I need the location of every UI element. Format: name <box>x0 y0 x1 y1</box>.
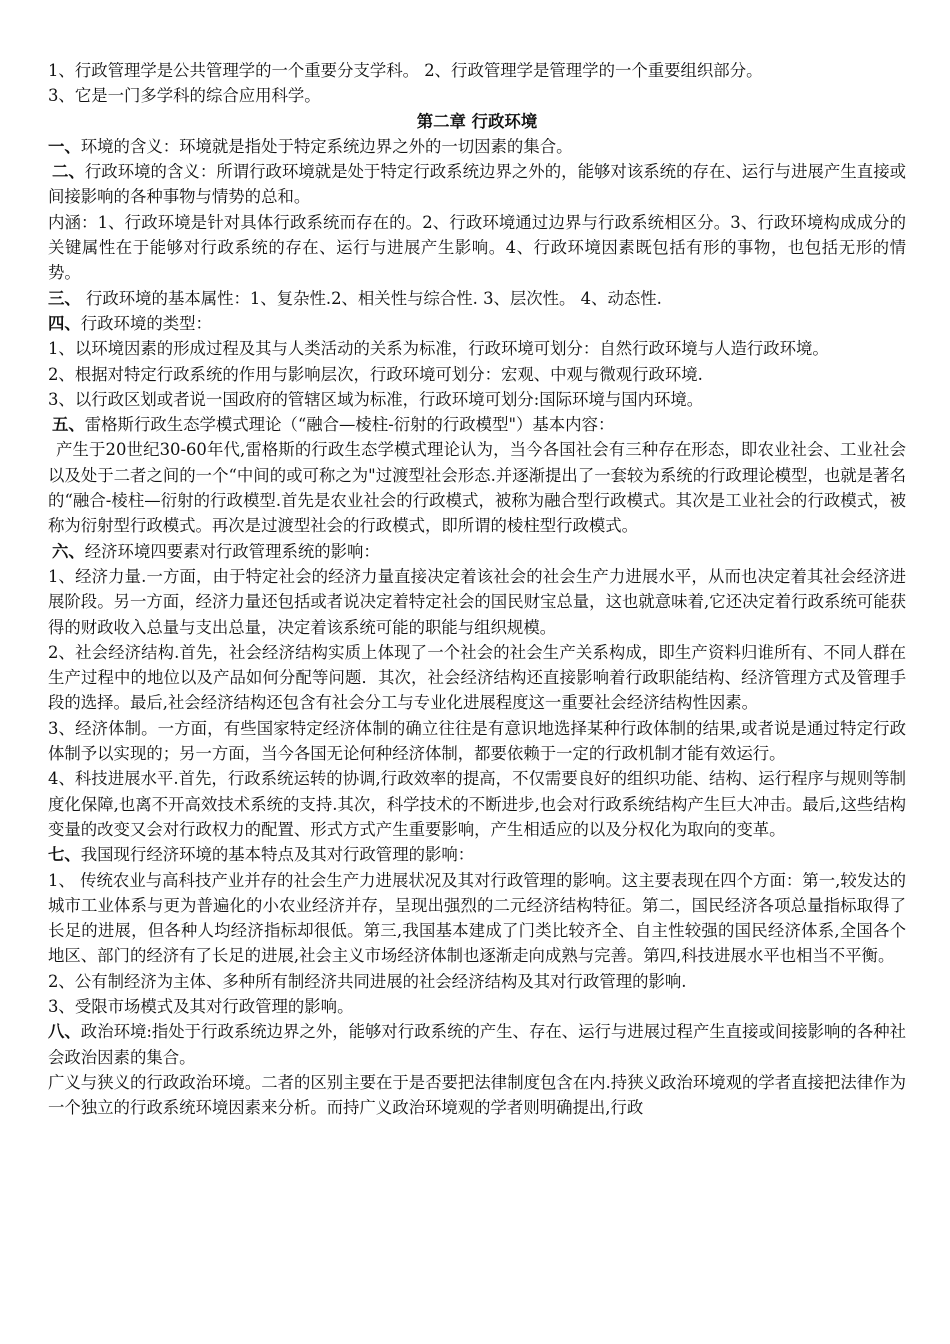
paragraph <box>48 336 906 361</box>
paragraph-text: 3、经济体制。一方面，有些国家特定经济体制的确立往往是有意识地选择某种行政体制的结果,或者说是通过特定行政体制予以实现的；另一方面，当今各国无论何种经济体制，都要依赖于一定的行政机制才能有效运行。 <box>48 718 906 764</box>
paragraph <box>48 58 906 83</box>
paragraph <box>48 362 906 387</box>
section-paragraph <box>48 134 906 159</box>
paragraph-text: 我国现行经济环境的基本特点及其对行政管理的影响： <box>80 845 475 865</box>
section-heading: 一、 <box>48 136 81 156</box>
section-heading: 八、 <box>48 1022 81 1042</box>
paragraph-text: 3、以行政区划或者说一国政府的管辖区域为标准，行政环境可划分:国际环境与国内环境。 <box>48 389 704 409</box>
paragraph-text: 1、行政管理学是公共管理学的一个重要分支学科。 2、行政管理学是管理学的一个重要组织部分。 <box>48 61 763 80</box>
paragraph <box>48 1070 906 1121</box>
section-heading: 二、 <box>52 162 85 182</box>
paragraph-text: 行政环境的含义：所谓行政环境就是处于特定行政系统边界之外的，能够对该系统的存在、运行与进展产生直接或间接影响的各种事物与情势的总和。 <box>48 162 907 207</box>
paragraph <box>48 437 906 538</box>
paragraph <box>48 716 906 767</box>
paragraph-text: 雷格斯行政生态学模式理论（“融合—棱柱-衍射的行政模型"）基本内容： <box>84 415 615 435</box>
paragraph-text: 内涵：1、行政环境是针对具体行政系统而存在的。2、行政环境通过边界与行政系统相区分。3、行政环境构成成分的关键属性在于能够对行政系统的存在、运行与进展产生影响。4、行政环境因素既包括有形的事物，也包括无形的情势。 <box>48 212 906 283</box>
paragraph-text: 2、社会经济结构.首先，社会经济结构实质上体现了一个社会的社会生产关系构成，即生产资料归谁所有、不同人群在生产过程中的地位以及产品如何分配等问题．其次，社会经济结构还直接影响着行政职能结构、经济管理方式及管理手段的选择。最后,社会经济结构还包含有社会分工与专业化进展程度这一重要社会经济结构性因素。 <box>48 642 906 713</box>
paragraph-text: 4、科技进展水平.首先，行政系统运转的协调,行政效率的提高，不仅需要良好的组织功能、结构、运行程序与规则等制度化保障,也离不开高效技术系统的支持.其次，科学技术的不断进步,也会对行政系统结构产生巨大冲击。最后,这些结构变量的改变又会对行政权力的配置、形式方式产生重要影响，产生相适应的以及分权化为取向的变革。 <box>48 769 906 839</box>
paragraph-text: 1、 传统农业与高科技产业并存的社会生产力进展状况及其对行政管理的影响。这主要表现在四个方面：第一,较发达的城市工业体系与更为普遍化的小农业经济并存，呈现出强烈的二元经济结构特征。第二，国民经济各项总量指标取得了长足的进展，但各种人均经济指标却很低。第三,我国基本建成了门类比较齐全、自主性较强的国民经济体系,全国各个地区、部门的经济有了长足的进展,社会主义市场经济体制也逐渐走向成熟与完善。第四,科技进展水平也相当不平衡。 <box>48 870 906 966</box>
paragraph-text: 1、经济力量.一方面，由于特定社会的经济力量直接决定着该社会的社会生产力进展水平，从而也决定着其社会经济进展阶段。另一方面，经济力量还包括或者说决定着特定社会的国民财宝总量，这也就意味着,它还决定着行政系统可能获得的财政收入总量与支出总量，决定着该系统可能的职能与组织规模。 <box>48 566 906 637</box>
section-paragraph <box>48 286 906 311</box>
paragraph <box>48 83 906 108</box>
section-heading: 七、 <box>48 845 81 865</box>
section-paragraph <box>48 842 906 867</box>
section-heading: 六、 <box>52 541 85 561</box>
paragraph <box>48 994 906 1019</box>
paragraph-text: 3、受限市场模式及其对行政管理的影响。 <box>48 996 354 1016</box>
section-paragraph <box>48 539 906 564</box>
paragraph-text: 3、它是一门多学科的综合应用科学。 <box>48 86 321 106</box>
paragraph-text: 产生于20世纪30-60年代,雷格斯的行政生态学模式理论认为，当今各国社会有三种存在形态，即农业社会、工业社会以及处于二者之间的一个“中间的或可称之为"过渡型社会形态.并逐渐提出了一套较为系统的行政理论模型，也就是著名的“融合-棱柱—衍射的行政模型.首先是农业社会的行政模式，被称为融合型行政模式。其次是工业社会的行政模式，被称为衍射型行政模式。再次是过渡型社会的行政模式，即所谓的棱柱型行政模式。 <box>48 440 906 536</box>
paragraph <box>48 387 906 412</box>
paragraph-text: 2、公有制经济为主体、多种所有制经济共同进展的社会经济结构及其对行政管理的影响. <box>48 971 687 991</box>
section-paragraph <box>48 311 906 336</box>
paragraph <box>48 766 906 842</box>
section-heading: 三、 <box>48 288 81 308</box>
section-paragraph <box>48 159 906 210</box>
section-paragraph <box>48 1019 906 1070</box>
paragraph <box>48 210 906 286</box>
section-heading: 四、 <box>48 313 81 333</box>
paragraph-text: 经济环境四要素对行政管理系统的影响： <box>84 541 380 561</box>
paragraph-text: 1、以环境因素的形成过程及其与人类活动的关系为标准，行政环境可划分：自然行政环境与人造行政环境。 <box>48 339 829 359</box>
chapter-title: 第二章 行政环境 <box>416 111 538 131</box>
paragraph-text: 行政环境的基本属性：1、复杂性.2、相关性与综合性. 3、层次性。 4、动态性. <box>80 288 662 308</box>
paragraph <box>48 969 906 994</box>
paragraph-text: 政治环境:指处于行政系统边界之外，能够对行政系统的产生、存在、运行与进展过程产生直接或间接影响的各种社会政治因素的集合。 <box>48 1022 906 1067</box>
paragraph <box>48 640 906 716</box>
section-paragraph <box>48 412 906 437</box>
paragraph <box>48 564 906 640</box>
paragraph-text: 行政环境的类型： <box>80 313 212 333</box>
section-heading: 五、 <box>52 415 85 435</box>
document-body <box>48 58 906 1120</box>
paragraph <box>48 868 906 969</box>
paragraph-text: 2、根据对特定行政系统的作用与影响层次，行政环境可划分：宏观、中观与微观行政环境. <box>48 364 703 384</box>
paragraph-text: 环境的含义：环境就是指处于特定系统边界之外的一切因素的集合。 <box>80 136 573 156</box>
paragraph-text: 广义与狭义的行政政治环境。二者的区别主要在于是否要把法律制度包含在内.持狭义政治环境观的学者直接把法律作为一个独立的行政系统环境因素来分析。而持广义政治环境观的学者则明确提出,行政 <box>48 1072 906 1118</box>
